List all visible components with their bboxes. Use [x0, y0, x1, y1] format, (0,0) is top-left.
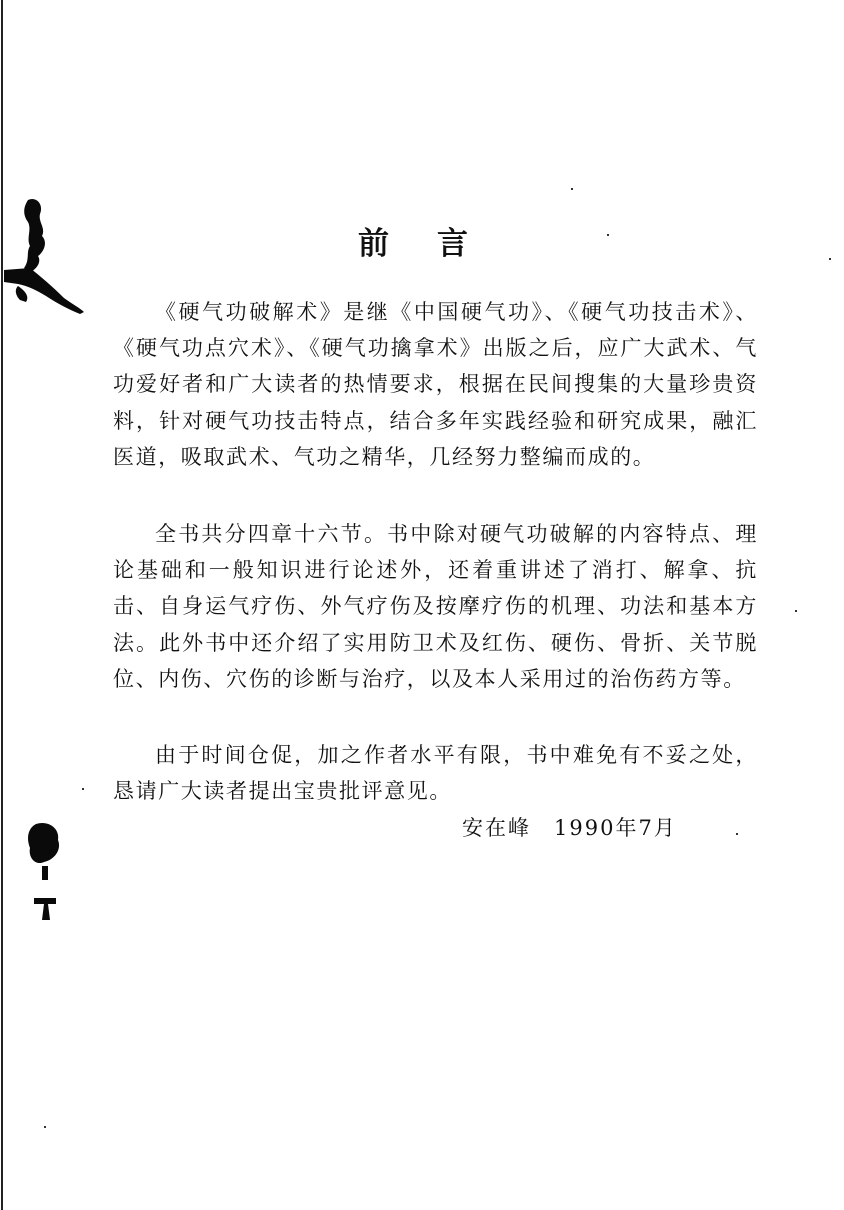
speck: [82, 788, 84, 790]
preface-paragraph-2: 全书共分四章十六节。书中除对硬气功破解的内容特点、理论基础和一般知识进行论述外，还着重讲述了消打、解拿、抗击、自身运气疗伤、外气疗伤及按摩疗伤的机理、功法和基本方法。此外书中还介绍了实用防卫术及红伤、硬伤、骨折、关节脱位、内伤、穴伤的诊断与治疗，以及本人采用过的治伤药方等。: [113, 522, 758, 691]
speck: [607, 234, 609, 236]
speck: [44, 1126, 46, 1128]
speck: [829, 258, 831, 260]
preface-paragraph-3: 由于时间仓促，加之作者水平有限，书中难免有不妥之处，恳请广大读者提出宝贵批评意见。: [113, 743, 758, 804]
page-title: 前言: [358, 226, 516, 262]
speck: [736, 833, 738, 835]
page-edge-line: [1, 0, 3, 1210]
speck: [571, 188, 573, 190]
speck: [795, 610, 797, 612]
author-signature-date: 安在峰 1990年7月: [462, 816, 677, 840]
preface-paragraph-1: 《硬气功破解术》是继《中国硬气功》、《硬气功技击术》、《硬气功点穴术》、《硬气功擒拿术》出版之后，应广大武术、气功爱好者和广大读者的热情要求，根据在民间搜集的大量珍贵资料，针对硬气功技击特点，结合多年实践经验和研究成果，融汇医道，吸取武术、气功之精华，几经努力整编而成的。: [113, 300, 758, 469]
